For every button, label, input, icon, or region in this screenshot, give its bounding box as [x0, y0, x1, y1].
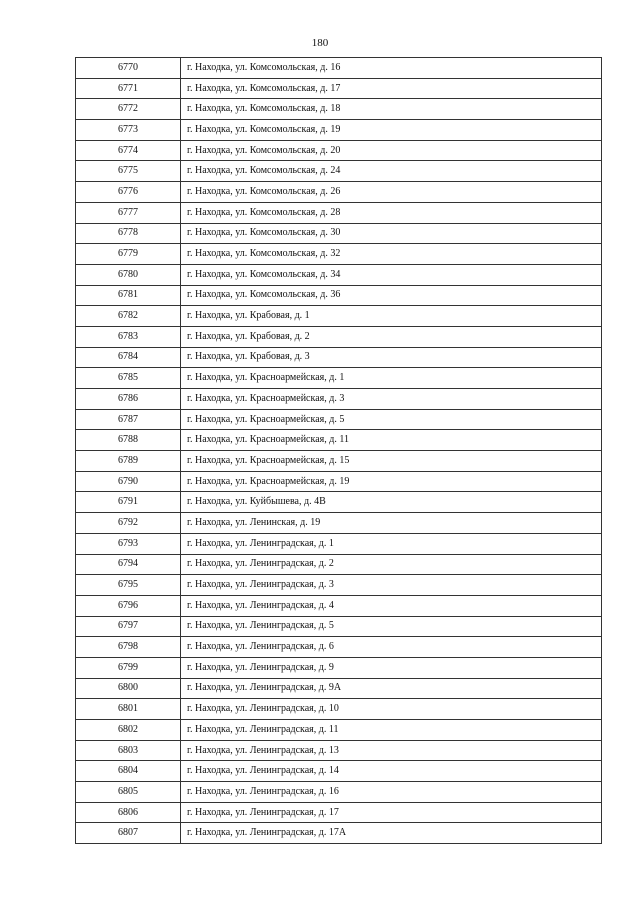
row-number-cell: 6793	[76, 533, 181, 554]
row-number-cell: 6788	[76, 430, 181, 451]
table-row	[76, 533, 602, 554]
address-cell: г. Находка, ул. Комсомольская, д. 36	[181, 285, 602, 306]
address-cell: г. Находка, ул. Ленинградская, д. 13	[181, 740, 602, 761]
table-row	[76, 575, 602, 596]
address-cell: г. Находка, ул. Ленинградская, д. 3	[181, 575, 602, 596]
table-row	[76, 182, 602, 203]
address-table	[75, 57, 602, 844]
row-number-cell: 6783	[76, 326, 181, 347]
row-number-cell: 6781	[76, 285, 181, 306]
row-number-cell: 6795	[76, 575, 181, 596]
address-cell: г. Находка, ул. Комсомольская, д. 24	[181, 161, 602, 182]
table-row	[76, 285, 602, 306]
row-number-cell: 6796	[76, 595, 181, 616]
row-number-cell: 6777	[76, 202, 181, 223]
row-number-cell: 6797	[76, 616, 181, 637]
row-number-cell: 6776	[76, 182, 181, 203]
address-cell: г. Находка, ул. Ленинградская, д. 5	[181, 616, 602, 637]
row-number-cell: 6773	[76, 120, 181, 141]
table-row	[76, 761, 602, 782]
address-cell: г. Находка, ул. Крабовая, д. 2	[181, 326, 602, 347]
table-row	[76, 223, 602, 244]
table-row	[76, 471, 602, 492]
address-cell: г. Находка, ул. Ленинская, д. 19	[181, 513, 602, 534]
address-cell: г. Находка, ул. Красноармейская, д. 11	[181, 430, 602, 451]
table-row	[76, 513, 602, 534]
address-cell: г. Находка, ул. Ленинградская, д. 4	[181, 595, 602, 616]
row-number-cell: 6790	[76, 471, 181, 492]
row-number-cell: 6798	[76, 637, 181, 658]
row-number-cell: 6805	[76, 782, 181, 803]
row-number-cell: 6806	[76, 802, 181, 823]
table-row	[76, 637, 602, 658]
address-cell: г. Находка, ул. Ленинградская, д. 14	[181, 761, 602, 782]
address-cell: г. Находка, ул. Комсомольская, д. 17	[181, 78, 602, 99]
address-cell: г. Находка, ул. Красноармейская, д. 5	[181, 409, 602, 430]
address-cell: г. Находка, ул. Комсомольская, д. 18	[181, 99, 602, 120]
row-number-cell: 6794	[76, 554, 181, 575]
table-row	[76, 368, 602, 389]
row-number-cell: 6782	[76, 306, 181, 327]
row-number-cell: 6801	[76, 699, 181, 720]
row-number-cell: 6791	[76, 492, 181, 513]
table-row	[76, 244, 602, 265]
address-cell: г. Находка, ул. Ленинградская, д. 6	[181, 637, 602, 658]
table-row	[76, 78, 602, 99]
table-row	[76, 326, 602, 347]
table-row	[76, 140, 602, 161]
row-number-cell: 6780	[76, 264, 181, 285]
address-cell: г. Находка, ул. Комсомольская, д. 30	[181, 223, 602, 244]
table-row	[76, 389, 602, 410]
table-row	[76, 409, 602, 430]
row-number-cell: 6770	[76, 58, 181, 79]
row-number-cell: 6778	[76, 223, 181, 244]
row-number-cell: 6792	[76, 513, 181, 534]
table-row	[76, 802, 602, 823]
row-number-cell: 6785	[76, 368, 181, 389]
row-number-cell: 6789	[76, 451, 181, 472]
table-row	[76, 347, 602, 368]
row-number-cell: 6774	[76, 140, 181, 161]
row-number-cell: 6807	[76, 823, 181, 844]
address-cell: г. Находка, ул. Комсомольская, д. 32	[181, 244, 602, 265]
row-number-cell: 6802	[76, 720, 181, 741]
address-cell: г. Находка, ул. Куйбышева, д. 4В	[181, 492, 602, 513]
table-row	[76, 554, 602, 575]
row-number-cell: 6784	[76, 347, 181, 368]
row-number-cell: 6799	[76, 657, 181, 678]
address-cell: г. Находка, ул. Ленинградская, д. 17А	[181, 823, 602, 844]
row-number-cell: 6800	[76, 678, 181, 699]
table-row	[76, 202, 602, 223]
address-cell: г. Находка, ул. Крабовая, д. 1	[181, 306, 602, 327]
row-number-cell: 6803	[76, 740, 181, 761]
table-row	[76, 120, 602, 141]
table-row	[76, 678, 602, 699]
address-cell: г. Находка, ул. Красноармейская, д. 19	[181, 471, 602, 492]
table-row	[76, 782, 602, 803]
address-cell: г. Находка, ул. Ленинградская, д. 9	[181, 657, 602, 678]
table-row	[76, 99, 602, 120]
address-table-body	[76, 58, 602, 844]
table-row	[76, 616, 602, 637]
row-number-cell: 6779	[76, 244, 181, 265]
table-row	[76, 430, 602, 451]
address-cell: г. Находка, ул. Комсомольская, д. 28	[181, 202, 602, 223]
row-number-cell: 6771	[76, 78, 181, 99]
row-number-cell: 6772	[76, 99, 181, 120]
table-row	[76, 740, 602, 761]
address-cell: г. Находка, ул. Ленинградская, д. 17	[181, 802, 602, 823]
address-cell: г. Находка, ул. Комсомольская, д. 20	[181, 140, 602, 161]
row-number-cell: 6787	[76, 409, 181, 430]
table-row	[76, 595, 602, 616]
address-cell: г. Находка, ул. Ленинградская, д. 1	[181, 533, 602, 554]
address-cell: г. Находка, ул. Комсомольская, д. 34	[181, 264, 602, 285]
address-cell: г. Находка, ул. Красноармейская, д. 15	[181, 451, 602, 472]
address-cell: г. Находка, ул. Ленинградская, д. 16	[181, 782, 602, 803]
table-row	[76, 58, 602, 79]
address-cell: г. Находка, ул. Красноармейская, д. 3	[181, 389, 602, 410]
page-number: 180	[311, 37, 329, 49]
row-number-cell: 6775	[76, 161, 181, 182]
table-row	[76, 657, 602, 678]
table-row	[76, 264, 602, 285]
row-number-cell: 6786	[76, 389, 181, 410]
table-row	[76, 306, 602, 327]
address-cell: г. Находка, ул. Крабовая, д. 3	[181, 347, 602, 368]
address-cell: г. Находка, ул. Комсомольская, д. 19	[181, 120, 602, 141]
address-cell: г. Находка, ул. Ленинградская, д. 2	[181, 554, 602, 575]
address-cell: г. Находка, ул. Комсомольская, д. 26	[181, 182, 602, 203]
table-row	[76, 699, 602, 720]
table-row	[76, 161, 602, 182]
address-cell: г. Находка, ул. Ленинградская, д. 10	[181, 699, 602, 720]
address-cell: г. Находка, ул. Ленинградская, д. 9А	[181, 678, 602, 699]
address-cell: г. Находка, ул. Красноармейская, д. 1	[181, 368, 602, 389]
table-row	[76, 492, 602, 513]
row-number-cell: 6804	[76, 761, 181, 782]
address-cell: г. Находка, ул. Комсомольская, д. 16	[181, 58, 602, 79]
table-row	[76, 720, 602, 741]
table-row	[76, 451, 602, 472]
address-cell: г. Находка, ул. Ленинградская, д. 11	[181, 720, 602, 741]
table-row	[76, 823, 602, 844]
